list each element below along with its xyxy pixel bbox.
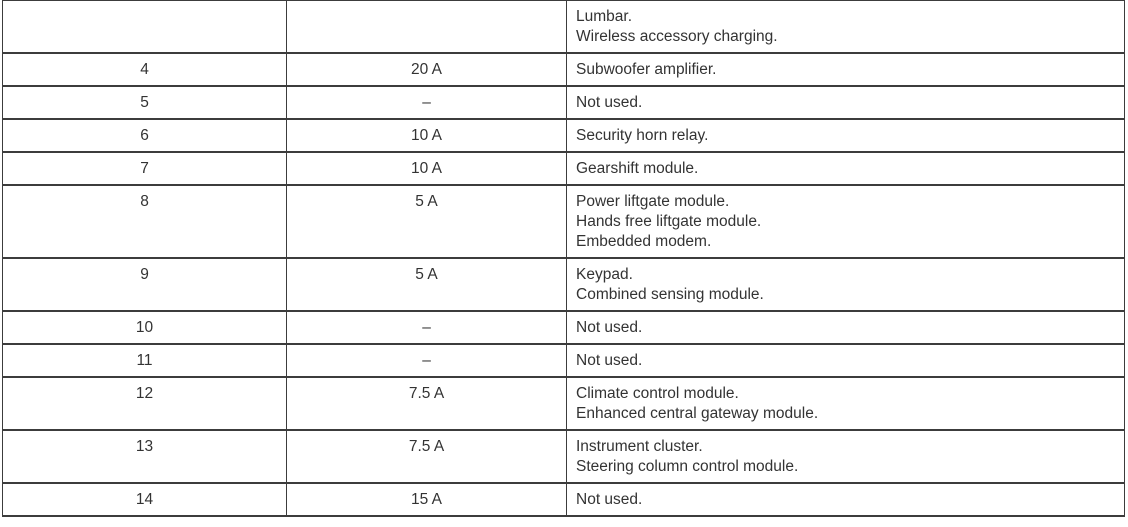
usage-line: Hands free liftgate module. (576, 212, 762, 230)
fuse-number-cell: 6 (3, 119, 287, 152)
usage-line: Gearshift module. (576, 159, 699, 177)
table-row (3, 152, 1125, 185)
fuse-rating-cell: – (287, 344, 567, 377)
fuse-number-cell: 8 (3, 185, 287, 258)
fuse-rating-cell: – (287, 86, 567, 119)
table-row (3, 483, 1125, 516)
fuse-usage-cell (567, 311, 1125, 344)
usage-line: Embedded modem. (576, 232, 712, 250)
fuse-rating-cell: 5 A (287, 258, 567, 311)
usage-line: Not used. (576, 93, 643, 111)
fuse-rating-cell: 20 A (287, 53, 567, 86)
fuse-rating-cell: 7.5 A (287, 377, 567, 430)
fuse-usage-cell (567, 86, 1125, 119)
usage-line: Not used. (576, 318, 643, 336)
fuse-usage-cell (567, 53, 1125, 86)
fuse-usage-cell (567, 0, 1125, 53)
usage-line: Lumbar. (576, 7, 633, 25)
fuse-rating-cell: 5 A (287, 185, 567, 258)
fuse-number-cell: 7 (3, 152, 287, 185)
usage-line: Steering column control module. (576, 457, 799, 475)
fuse-usage-cell (567, 119, 1125, 152)
fuse-number-cell: 9 (3, 258, 287, 311)
usage-line: Combined sensing module. (576, 285, 764, 303)
fuse-number-cell: 5 (3, 86, 287, 119)
usage-line: Security horn relay. (576, 126, 709, 144)
fuse-number-cell: 13 (3, 430, 287, 483)
table-row (3, 377, 1125, 430)
table-row (3, 119, 1125, 152)
table-row (3, 53, 1125, 86)
fuse-rating-cell: 10 A (287, 119, 567, 152)
table-row (3, 344, 1125, 377)
table-row (3, 258, 1125, 311)
usage-line: Wireless accessory charging. (576, 27, 778, 45)
fuse-number-cell: 12 (3, 377, 287, 430)
fuse-number-cell: 4 (3, 53, 287, 86)
fuse-usage-cell (567, 344, 1125, 377)
fuse-number-cell: 14 (3, 483, 287, 516)
usage-line: Power liftgate module. (576, 192, 730, 210)
fuse-usage-cell (567, 258, 1125, 311)
table-row (3, 185, 1125, 258)
fuse-rating-cell: 7.5 A (287, 430, 567, 483)
table-row (3, 0, 1125, 53)
fuse-usage-cell (567, 483, 1125, 516)
fuse-usage-cell (567, 152, 1125, 185)
usage-line: Subwoofer amplifier. (576, 60, 717, 78)
fuse-table-body (3, 0, 1125, 516)
usage-line: Not used. (576, 490, 643, 508)
fuse-usage-cell (567, 377, 1125, 430)
usage-line: Enhanced central gateway module. (576, 404, 819, 422)
fuse-table (2, 0, 1125, 517)
fuse-rating-cell: – (287, 311, 567, 344)
fuse-rating-cell: 10 A (287, 152, 567, 185)
usage-line: Keypad. (576, 265, 633, 283)
fuse-number-cell: 11 (3, 344, 287, 377)
fuse-number-cell (3, 0, 287, 53)
table-row (3, 430, 1125, 483)
fuse-usage-cell (567, 430, 1125, 483)
fuse-rating-cell: 15 A (287, 483, 567, 516)
fuse-number-cell: 10 (3, 311, 287, 344)
table-row (3, 86, 1125, 119)
usage-line: Not used. (576, 351, 643, 369)
usage-line: Climate control module. (576, 384, 739, 402)
fuse-rating-cell (287, 0, 567, 53)
fuse-usage-cell (567, 185, 1125, 258)
usage-line: Instrument cluster. (576, 437, 703, 455)
table-row (3, 311, 1125, 344)
